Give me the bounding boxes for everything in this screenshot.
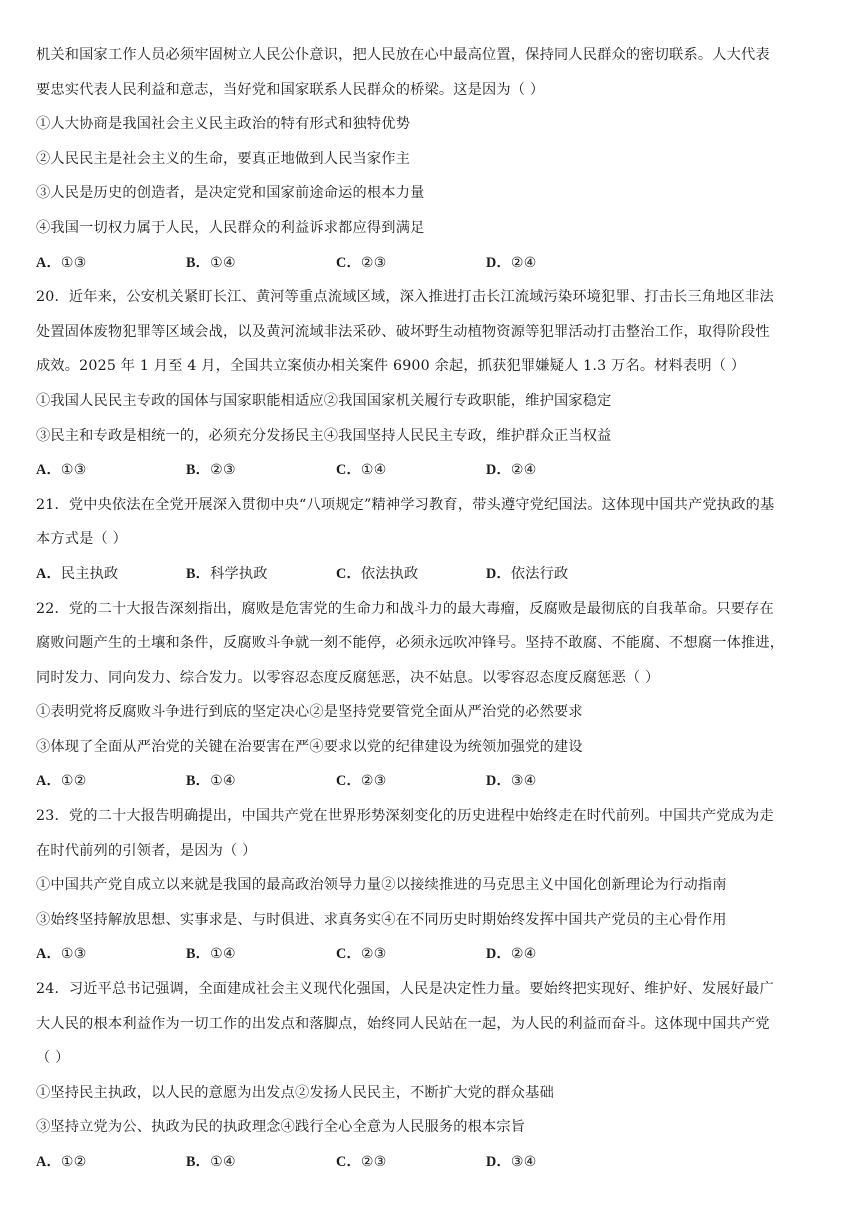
statement-line: ①表明党将反腐败斗争进行到底的坚定决心②是坚持党要管党全面从严治党的必然要求 bbox=[36, 704, 583, 721]
statement-line: ②人民民主是社会主义的生命，要真正地做到人民当家作主 bbox=[36, 150, 411, 167]
question-text-line: 22．党的二十大报告深刻指出，腐败是危害党的生命力和战斗力的最大毒瘤，反腐败是最彻底的自我革命。只要存在 bbox=[36, 600, 774, 617]
question-text-line: 20．近年来，公安机关紧盯长江、黄河等重点流域区域，深入推进打击长江流域污染环境犯罪、打击长三角地区非法 bbox=[36, 289, 774, 306]
statement-line: ①人大协商是我国社会主义民主政治的特有形式和独特优势 bbox=[36, 116, 411, 133]
question-text-line: 成效。2025 年 1 月至 4 月，全国共立案侦办相关案件 6900 余起，抓获犯罪嫌疑人 1.3 万名。材料表明（ ） bbox=[36, 358, 746, 375]
option-b: B．①④ bbox=[186, 773, 236, 790]
option-a: A．①③ bbox=[36, 254, 87, 271]
question-text-line: 同时发力、同向发力、综合发力。以零容忍态度反腐惩恶，决不姑息。以零容忍态度反腐惩恶（ ） bbox=[36, 669, 660, 686]
answer-options bbox=[36, 764, 826, 799]
option-d: D．③④ bbox=[486, 1154, 537, 1170]
question-text-line: 大人民的根本利益作为一切工作的出发点和落脚点，始终同人民站在一起，为人民的利益而奋斗。这体现中国共产党 bbox=[36, 1015, 770, 1032]
statement-line: ③坚持立党为公、执政为民的执政理念④践行全心全意为人民服务的根本宗旨 bbox=[36, 1119, 526, 1136]
option-b: B．②③ bbox=[186, 462, 236, 479]
answer-options bbox=[36, 557, 826, 592]
question-text-line: 机关和国家工作人员必须牢固树立人民公仆意识，把人民放在心中最高位置，保持同人民群众的密切联系。人大代表 bbox=[36, 47, 770, 63]
question-text-line: 本方式是（ ） bbox=[36, 531, 128, 548]
statement-line: ③始终坚持解放思想、实事求是、与时俱进、求真务实④在不同历史时期始终发挥中国共产党员的主心骨作用 bbox=[36, 911, 727, 928]
answer-options bbox=[36, 246, 826, 281]
question-list bbox=[36, 280, 826, 1179]
statement-line: ③人民是历史的创造者，是决定党和国家前途命运的根本力量 bbox=[36, 185, 425, 202]
question-22 bbox=[36, 592, 826, 800]
statement-line: ④我国一切权力属于人民，人民群众的利益诉求都应得到满足 bbox=[36, 219, 425, 236]
option-c: C．②③ bbox=[336, 1154, 387, 1170]
statement-line: ①中国共产党自成立以来就是我国的最高政治领导力量②以接续推进的马克思主义中国化创新理论为行动指南 bbox=[36, 877, 727, 894]
question-21 bbox=[36, 488, 826, 592]
option-a: A．①③ bbox=[36, 462, 87, 479]
option-a: A．民主执政 bbox=[36, 565, 119, 582]
question-text-line: 处置固体废物犯罪等区域会战，以及黄河流域非法采砂、破坏野生动植物资源等犯罪活动打击整治工作，取得阶段性 bbox=[36, 323, 770, 340]
statement-line: ③民主和专政是相统一的，必须充分发扬民主④我国坚持人民民主专政，维护群众正当权益 bbox=[36, 427, 612, 444]
option-a: A．①② bbox=[36, 773, 87, 790]
option-b: B．①④ bbox=[186, 1154, 236, 1170]
option-b: B．①④ bbox=[186, 254, 236, 271]
question-text-line: 要忠实代表人民利益和意志，当好党和国家联系人民群众的桥梁。这是因为（ ） bbox=[36, 81, 545, 98]
option-b: B．①④ bbox=[186, 946, 236, 963]
question-19-continuation bbox=[36, 38, 826, 280]
question-23 bbox=[36, 799, 826, 972]
answer-options bbox=[36, 453, 826, 488]
option-c: C．②③ bbox=[336, 254, 387, 271]
question-text-line: 23．党的二十大报告明确提出，中国共产党在世界形势深刻变化的历史进程中始终走在时代前列。中国共产党成为走 bbox=[36, 808, 774, 825]
exam-page bbox=[36, 38, 826, 1180]
option-c: C．②③ bbox=[336, 773, 387, 790]
option-a: A．①② bbox=[36, 1154, 87, 1170]
option-d: D．②④ bbox=[486, 946, 537, 963]
option-d: D．②④ bbox=[486, 462, 537, 479]
option-a: A．①③ bbox=[36, 946, 87, 963]
question-text-line: 24．习近平总书记强调，全面建成社会主义现代化强国，人民是决定性力量。要始终把实现好、维护好、发展好最广 bbox=[36, 981, 774, 998]
option-d: D．②④ bbox=[486, 254, 537, 271]
statement-line: ③体现了全面从严治党的关键在治要害在严④要求以党的纪律建设为统领加强党的建设 bbox=[36, 738, 583, 755]
option-c: C．①④ bbox=[336, 462, 387, 479]
statement-line: ①坚持民主执政，以人民的意愿为出发点②发扬人民民主，不断扩大党的群众基础 bbox=[36, 1084, 554, 1101]
question-text-line: 腐败问题产生的土壤和条件，反腐败斗争就一刻不能停，必须永远吹冲锋号。坚持不敢腐、不能腐、不想腐一体推进， bbox=[36, 635, 785, 652]
question-text-line: （ ） bbox=[36, 1050, 70, 1067]
question-text-line: 在时代前列的引领者，是因为（ ） bbox=[36, 842, 257, 859]
option-d: D．③④ bbox=[486, 773, 537, 790]
question-24 bbox=[36, 972, 826, 1180]
option-c: C．②③ bbox=[336, 946, 387, 963]
question-text-line: 21．党中央依法在全党开展深入贯彻中央“八项规定”精神学习教育，带头遵守党纪国法。这体现中国共产党执政的基 bbox=[36, 496, 775, 513]
answer-options bbox=[36, 937, 826, 972]
answer-options bbox=[36, 1145, 826, 1180]
option-d: D．依法行政 bbox=[486, 565, 569, 582]
question-20 bbox=[36, 280, 826, 488]
statement-line: ①我国人民民主专政的国体与国家职能相适应②我国国家机关履行专政职能，维护国家稳定 bbox=[36, 392, 612, 409]
option-b: B．科学执政 bbox=[186, 565, 268, 582]
option-c: C．依法执政 bbox=[336, 565, 419, 582]
